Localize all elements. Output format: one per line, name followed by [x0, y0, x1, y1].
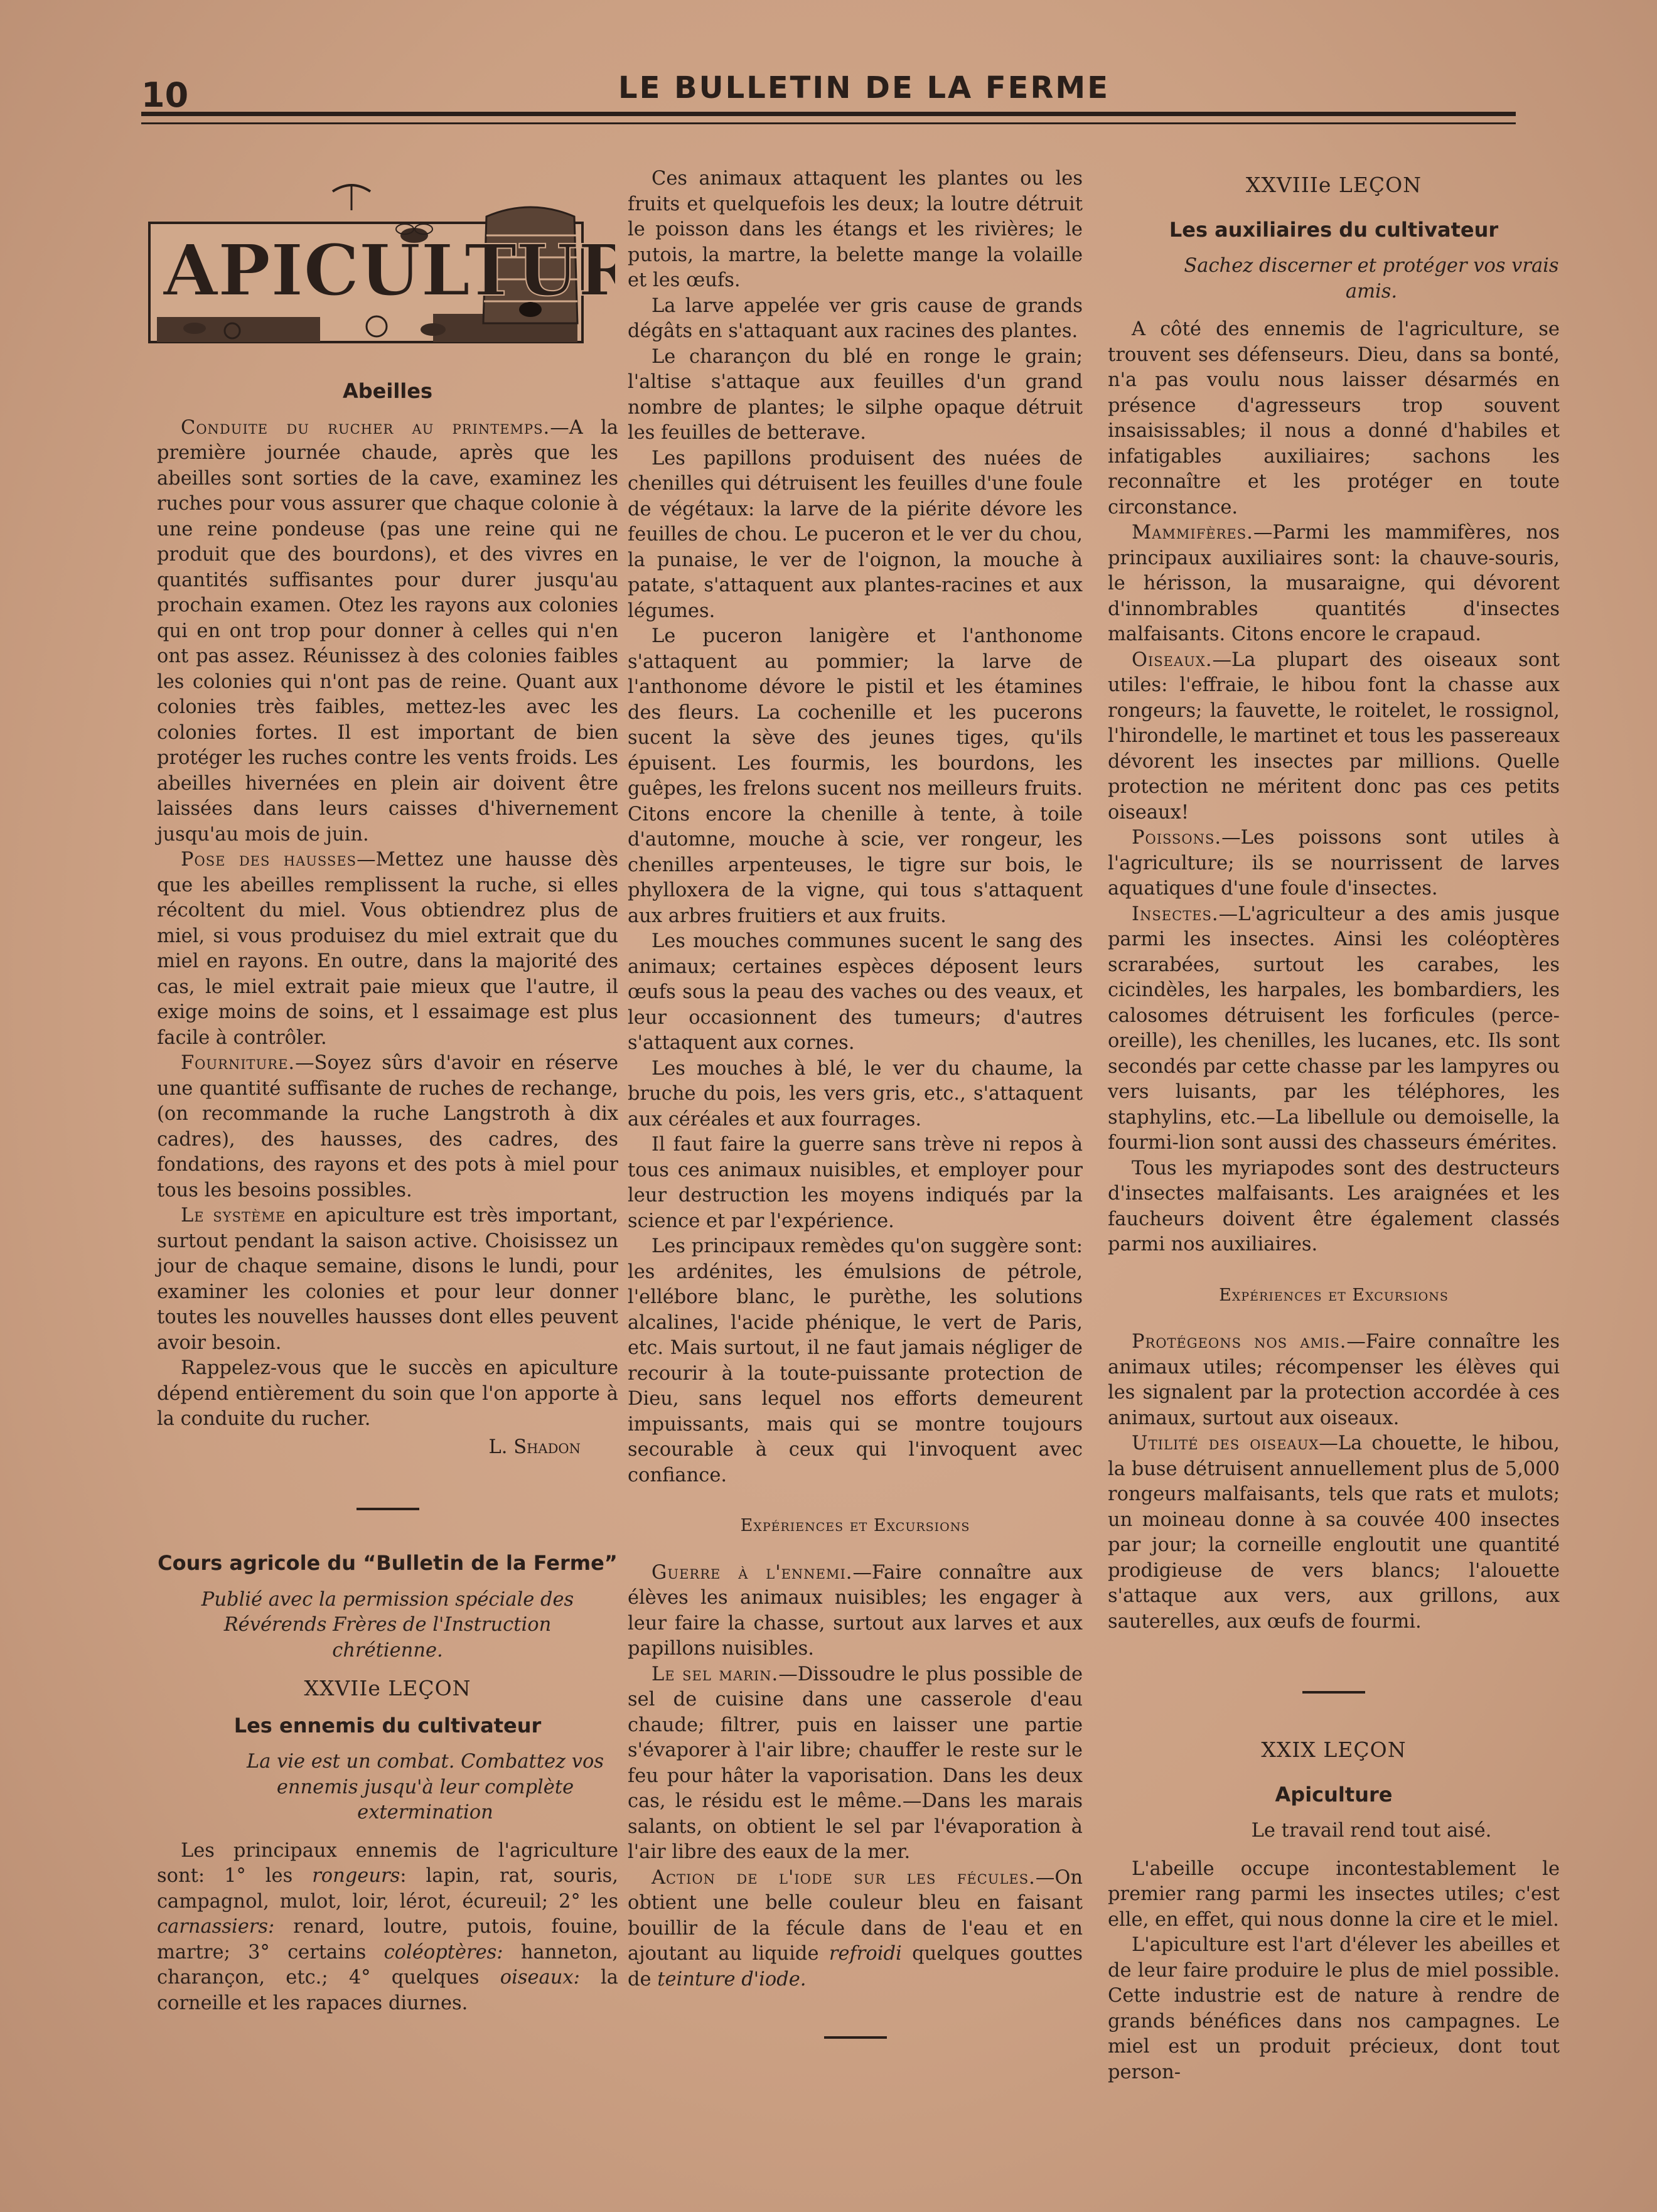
author-signature: L. Shadon: [488, 1436, 581, 1458]
run-in-head: Protégeons nos amis.: [1132, 1331, 1347, 1353]
paragraph-text: —Les poissons sont utiles à l'agriculture; ils se nourrissent de larves aquatiques d'une foule d'insectes.: [1108, 827, 1560, 899]
paragraph: Il faut faire la guerre sans trève ni repos à tous ces animaux nuisibles, et employer pour leur destruction les moyens indiqués par la science et par l'expérience.: [628, 1134, 1083, 1232]
run-in-head: Pose des hausses: [181, 849, 357, 871]
newspaper-title: LE BULLETIN DE LA FERME: [618, 70, 1110, 105]
paragraph: [1108, 1329, 1560, 1431]
section-divider: [824, 2036, 887, 2039]
paragraph: Action de l'iode sur les fécules.—On obtient une belle couleur bleu en faisant bouillir de la fécule dans de l'eau et en ajoutant au liquide refroidi quelques gouttes de teinture d'iode.: [628, 1866, 1083, 1990]
section-divider: [1302, 1691, 1365, 1694]
lesson-title: Apiculture: [1275, 1782, 1393, 1807]
middle-column: [628, 166, 1083, 2079]
paragraph: Tous les myriapodes sont des destructeurs d'insectes malfaisants. Les araignées et les faucheurs doivent être également classés parmi nos auxiliaires.: [1108, 1157, 1560, 1255]
paragraph: [1108, 520, 1560, 648]
paragraph-text: —Soyez sûrs d'avoir en réserve une quantité suffisante de ruches de rechange, (on recommande la ruche Langstroth à dix cadres), des hausses, des cadres, des fondations, des rayons et des pots à miel pour tous les besoins possibles.: [157, 1052, 618, 1201]
paragraph: Les papillons produisent des nuées de chenilles qui détruisent les feuilles d'une foule de végétaux: la larve de la piérite dévore les feuilles de chou. Le puceron et le ver du chou, la punaise, le ver de l'oignon, la mouche à patate, s'attaquent aux plantes-racines et aux légumes.: [628, 447, 1083, 622]
paragraph: [628, 1662, 1083, 1866]
paragraph: L'apiculture est l'art d'élever les abeilles et de leur faire produire le plus de miel possible. Cette industrie est de nature à rendre de grands bénéfices dans nos campagnes. Le miel est un produit précieux, dont tout person-: [1108, 1934, 1560, 2083]
course-title: Cours agricole du “Bulletin de la Ferme”: [158, 1551, 618, 1575]
epigraph: Le travail rend tout aisé.: [1251, 1820, 1492, 1842]
left-column: [157, 166, 618, 2016]
course-note: Publié avec la permission spéciale des Révérends Frères de l'Instruction chrétienne.: [201, 1588, 574, 1662]
page-number: 10: [141, 75, 189, 115]
paragraph-text: —La plupart des oiseaux sont utiles: l'effraie, le hibou font la chasse aux rongeurs; la fauvette, le roitelet, le rossignol, l'hirondelle, le martinet et tous les passereaux dévorent les insectes par millions. Quelle protection ne méritent donc pas ces petits oiseaux!: [1108, 648, 1560, 824]
paragraph: Rappelez-vous que le succès en apiculture dépend entièrement du soin que l'on apporte à la conduite du rucher.: [157, 1357, 618, 1430]
paragraph-text: —A la première journée chaude, après que les abeilles sont sorties de la cave, examinez les ruches pour vous assurer que chaque colonie à une reine pondeuse (pas une reine qui ne produit que des bourdons), et des vivres en quantités suffisantes pour durer jusqu'au prochain examen. Otez les rayons aux colonies qui en ont trop pour donner à celles qui n'en ont pas assez. Réunissez à des colonies faibles les colonies qui n'ont pas de reine. Quant aux colonies très faibles, mettez-les avec les colonies fortes. Il est important de bien protéger les ruches contre les vents froids. Les abeilles hivernées en plein air doivent être laissées dans leurs caisses d'hivernement jusqu'au mois de juin.: [157, 416, 618, 846]
paragraph-text: —Faire connaître aux élèves les animaux nuisibles; les engager à leur faire la chasse, surtout aux larves et aux papillons nuisibles.: [628, 1561, 1083, 1660]
subheading: Expériences et Excursions: [740, 1516, 970, 1535]
paragraph: La larve appelée ver gris cause de grands dégâts en s'attaquant aux racines des plantes.: [628, 294, 1083, 342]
run-in-head: Poissons.: [1132, 827, 1222, 849]
paragraph-text: en apiculture est très important, surtout pendant la saison active. Choisissez un jour de chaque semaine, disons le lundi, pour examiner les colonies et pour leur donner toutes les nouvelles hausses dont elles peuvent avoir besoin.: [157, 1205, 618, 1354]
lesson-title: Les auxiliaires du cultivateur: [1169, 217, 1499, 242]
paragraph: [628, 1560, 1083, 1662]
run-in-head: Insectes.: [1132, 903, 1219, 925]
paragraph: [157, 847, 618, 1051]
paragraph-text: —Dissoudre le plus possible de sel de cuisine dans une casserole d'eau chaude; filtrer, puis en laisser une partie s'évaporer à l'air libre; chauffer le reste sur le feu pour hâter la vaporisation. Dans les deux cas, le résidu est le même.—Dans les marais salants, on obtient le sel par l'évaporation à l'air libre des eaux de la mer.: [628, 1663, 1083, 1863]
run-in-head: Utilité des oiseaux: [1132, 1432, 1319, 1454]
run-in-head: Conduite du rucher au printemps.: [181, 416, 550, 439]
apiculture-banner-illustration: [138, 166, 615, 367]
section-divider: [357, 1508, 419, 1510]
epigraph: La vie est un combat. Combattez vos ennemis jusqu'à leur complète extermination: [246, 1751, 604, 1823]
paragraph: Les mouches communes sucent le sang des animaux; certaines espèces déposent leurs œufs sous la peau des vaches ou des veaux, et leur occasionnent des tumeurs; d'autres s'attaquent aux cornes.: [628, 930, 1083, 1054]
paragraph: [1108, 648, 1560, 826]
run-in-head: Oiseaux.: [1132, 648, 1213, 671]
paragraph: Le charançon du blé en ronge le grain; l'altise s'attaque aux feuilles d'un grand nombre de plantes; le silphe opaque détruit les feuilles de betterave.: [628, 345, 1083, 444]
run-in-head: Guerre à l'ennemi.: [652, 1561, 853, 1584]
run-in-head: Action de l'iode sur les fécules.: [652, 1866, 1036, 1889]
run-in-head: Le système: [181, 1205, 286, 1227]
run-in-head: Fourniture.: [181, 1052, 296, 1074]
paragraph: [157, 1051, 618, 1203]
page-header: [141, 69, 1522, 113]
banner-title: APICULTUR: [163, 230, 615, 312]
lesson-number: XXIX LEÇON: [1261, 1737, 1407, 1762]
apiculture-banner: [138, 166, 615, 367]
abeilles-title: Abeilles: [342, 379, 433, 403]
paragraph: Ces animaux attaquent les plantes ou les fruits et quelquefois les deux; la loutre détruit le poisson dans les étangs et les rivières; le putois, la martre, la belette mange la volaille et les œufs.: [628, 168, 1083, 291]
paragraph: [1108, 1431, 1560, 1635]
paragraph: Les principaux remèdes qu'on suggère sont: les ardénites, les émulsions de pétrole, l'ellébore blanc, le purèthe, les solutions alcalines, l'acide phénique, le vert de Paris, etc. Mais surtout, il ne faut jamais négliger de recourir à la toute-puissante protection de Dieu, sans lequel nos efforts demeurent impuissants, mais qui se montre toujours secourable à ceux qui l'invoquent avec confiance.: [628, 1235, 1083, 1486]
paragraph: [1108, 825, 1560, 902]
paragraph: [1108, 902, 1560, 1156]
run-in-head: Le sel marin.: [652, 1663, 779, 1685]
header-rule: [141, 112, 1516, 124]
run-in-head: Mammifères.: [1132, 522, 1253, 544]
paragraph: [157, 1203, 618, 1356]
paragraph: [157, 416, 618, 848]
right-column: [1108, 166, 1560, 2085]
paragraph: Les principaux ennemis de l'agriculture sont: 1° les rongeurs: lapin, rat, souris, campagnol, mulot, loir, lérot, écureuil; 2° les carnassiers: renard, loutre, putois, fouine, martre; 3° certains coléoptères: hanneton, charançon, etc.; 4° quelques oiseaux: la corneille et les rapaces diurnes.: [157, 1839, 618, 2014]
paragraph-text: —L'agriculteur a des amis jusque parmi les insectes. Ainsi les coléoptères scrarabées, surtout les carabes, les cicindèles, les harpales, les bombardiers, les calosomes détruisent les forficules (perce-oreille), les chenilles, les lucanes, etc. Ils sont secondés par cette chasse par les lampyres ou vers luisants, par les téléphores, les staphylins, etc.—La libellule ou demoiselle, la fourmi-lion sont aussi des chasseurs émérites.: [1108, 903, 1560, 1154]
paragraph-text: —Parmi les mammifères, nos principaux auxiliaires sont: la chauve-souris, le hérisson, la musaraigne, qui dévorent d'innombrables quantités d'insectes malfaisants. Citons encore le crapaud.: [1108, 522, 1560, 645]
subheading: Expériences et Excursions: [1219, 1285, 1449, 1305]
lesson-number: XXVIIe LEÇON: [304, 1676, 471, 1700]
paragraph: L'abeille occupe incontestablement le premier rang parmi les insectes utiles; c'est elle, en effet, qui nous donne la cire et le miel.: [1108, 1857, 1560, 1931]
paragraph: Le puceron lanigère et l'anthonome s'attaquent au pommier; la larve de l'anthonome dévore le pistil et les étamines des fleurs. La cochenille et les pucerons sucent la sève des jeunes tiges, qu'ils épuisent. Les fourmis, les bourdons, les guêpes, les frelons sucent nos meilleurs fruits. Citons encore la chenille à tente, à toile d'automne, mouche à scie, ver rongeur, les chenilles arpenteuses, le tigre sur bois, le phylloxera de la vigne, qui tous s'attaquent aux arbres fruitiers et aux fruits.: [628, 625, 1083, 927]
paragraph: Les mouches à blé, le ver du chaume, la bruche du pois, les vers gris, etc., s'attaquent aux céréales et aux fourrages.: [628, 1057, 1083, 1130]
paragraph-text: —La chouette, le hibou, la buse détruisent annuellement plus de 5,000 rongeurs malfaisants, tels que rats et mulots; un moineau donne à sa couvée 400 insectes par jour; la corneille engloutit une quantité prodigieuse de vers blancs; l'alouette s'attaque aux vers, aux grillons, aux sauterelles, aux œufs de fourmi.: [1108, 1432, 1560, 1633]
paragraph-text: —Mettez une hausse dès que les abeilles remplissent la ruche, si elles récoltent du miel. Vous obtiendrez plus de miel, si vous produisez du miel extrait que du miel en rayons. En outre, dans la majorité des cas, le miel extrait paie mieux que l'autre, il exige moins de soins, et l essaimage est plus facile à contrôler.: [157, 849, 618, 1049]
epigraph: Sachez discerner et protéger vos vrais amis.: [1184, 255, 1559, 303]
lesson-number: XXVIIIe LEÇON: [1245, 173, 1422, 197]
paragraph-text: —Faire connaître les animaux utiles; récompenser les élèves qui les signalent par la protection accordée à ces animaux, surtout aux oiseaux.: [1108, 1331, 1560, 1429]
lesson-title: Les ennemis du cultivateur: [233, 1713, 542, 1737]
paragraph: A côté des ennemis de l'agriculture, se trouvent ses défenseurs. Dieu, dans sa bonté, n'a pas voulu nous laisser désarmés en présence d'agresseurs trop souvent insaisissables; il nous a donné d'habiles et infatigables auxiliaires; sachons les reconnaître et les protéger en toute circonstance.: [1108, 318, 1560, 518]
